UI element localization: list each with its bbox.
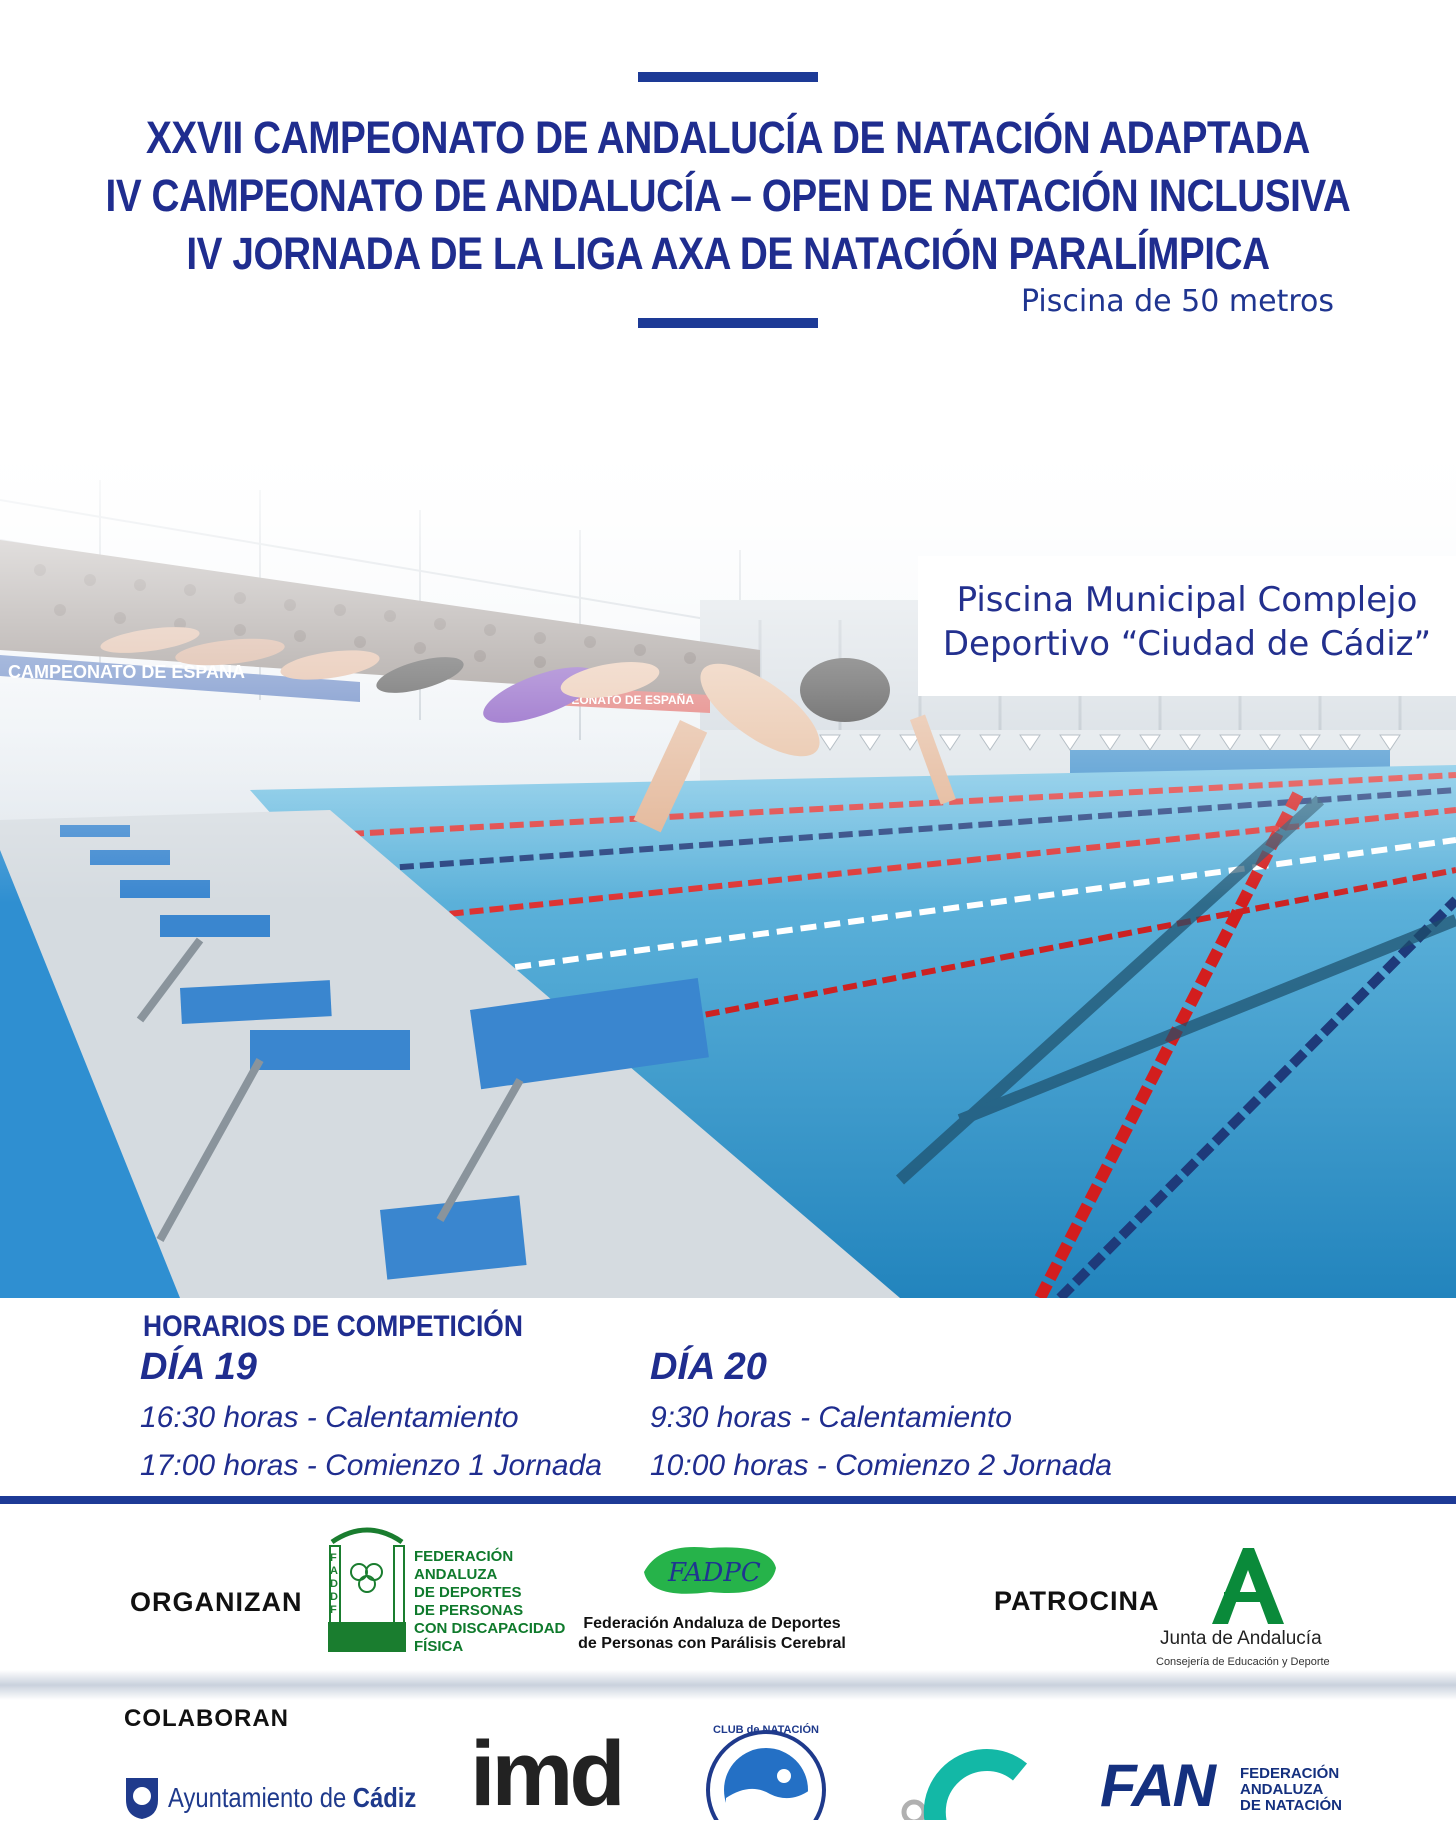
ayuntamiento-city: Cádiz <box>352 1782 417 1813</box>
patrocina-label: PATROCINA <box>994 1586 1160 1616</box>
pool-scene-illustration <box>0 420 1456 1298</box>
sponsors-divider <box>0 1496 1456 1504</box>
schedule-heading: HORARIOS DE COMPETICIÓN <box>143 1310 523 1343</box>
ayuntamiento-prefix: Ayuntamiento de <box>168 1782 353 1813</box>
day-20-item-2: 10:00 horas - Comienzo 2 Jornada <box>650 1449 1112 1482</box>
pool-photo <box>0 420 1456 1298</box>
bottom-title-divider <box>638 318 818 328</box>
faddf-line-6: FÍSICA <box>414 1638 464 1655</box>
faddf-logo <box>324 1522 410 1658</box>
fadpc-line-2: de Personas con Parálisis Cerebral <box>578 1635 846 1652</box>
top-divider <box>638 72 818 82</box>
fan-line-2: ANDALUZA <box>1240 1781 1324 1798</box>
fan-line-1: FEDERACIÓN <box>1240 1765 1340 1782</box>
faddf-line-2: ANDALUZA <box>414 1566 498 1583</box>
faddf-text <box>414 1548 565 1656</box>
day-19-item-1: 16:30 horas - Calentamiento <box>140 1401 519 1434</box>
colaboran-band <box>0 1670 1456 1700</box>
faddf-line-3: DE DEPORTES <box>414 1584 522 1601</box>
day-19-title: DÍA 19 <box>140 1346 257 1388</box>
c-logo-icon <box>890 1732 1050 1820</box>
faddf-line-4: DE PERSONAS <box>414 1602 524 1619</box>
club-bottom-text: Adaptada <box>738 1804 794 1818</box>
fadpc-acronym: FADPC <box>668 1558 761 1588</box>
junta-name: Junta de Andalucía <box>1160 1628 1322 1649</box>
junta-subtitle: Consejería de Educación y Deporte <box>1156 1656 1330 1668</box>
title-line-1: XXVII CAMPEONATO DE ANDALUCÍA DE NATACIÓN ADAPTADA <box>146 112 1310 163</box>
club-natacion-logo <box>700 1724 832 1820</box>
faddf-acronym: FADDF <box>330 1552 338 1616</box>
day-19-item-2: 17:00 horas - Comienzo 1 Jornada <box>140 1449 602 1482</box>
cadiz-crest-icon <box>122 1772 162 1820</box>
faddf-line-1: FEDERACIÓN <box>414 1548 514 1565</box>
title-line-2: IV CAMPEONATO DE ANDALUCÍA – OPEN DE NATACIÓN INCLUSIVA <box>105 170 1351 221</box>
ayuntamiento-text <box>168 1782 416 1814</box>
fan-logo: FAN <box>1100 1752 1214 1819</box>
faddf-line-5: CON DISCAPACIDAD <box>414 1620 566 1637</box>
club-ring-text: CLUB de NATACIÓN <box>713 1724 819 1736</box>
imd-logo: imd <box>470 1723 622 1825</box>
fadpc-logo <box>640 1542 780 1602</box>
organizan-label: ORGANIZAN <box>130 1587 303 1617</box>
venue-line-2: Deportivo “Ciudad de Cádiz” <box>942 624 1432 664</box>
fadpc-text <box>572 1614 852 1654</box>
day-20-title: DÍA 20 <box>650 1346 767 1388</box>
title-line-3: IV JORNADA DE LA LIGA AXA DE NATACIÓN PARALÍMPICA <box>186 228 1270 279</box>
fadpc-line-1: Federación Andaluza de Deportes <box>583 1615 841 1632</box>
day-20-item-1: 9:30 horas - Calentamiento <box>650 1401 1012 1434</box>
venue-box <box>918 556 1456 696</box>
venue-line-1: Piscina Municipal Complejo <box>956 580 1418 620</box>
colaboran-label: COLABORAN <box>124 1705 289 1732</box>
fan-line-3: DE NATACIÓN <box>1240 1797 1342 1814</box>
fan-text <box>1240 1766 1342 1814</box>
pool-length-subtitle: Piscina de 50 metros <box>1020 284 1334 319</box>
junta-logo-a <box>1202 1546 1284 1626</box>
